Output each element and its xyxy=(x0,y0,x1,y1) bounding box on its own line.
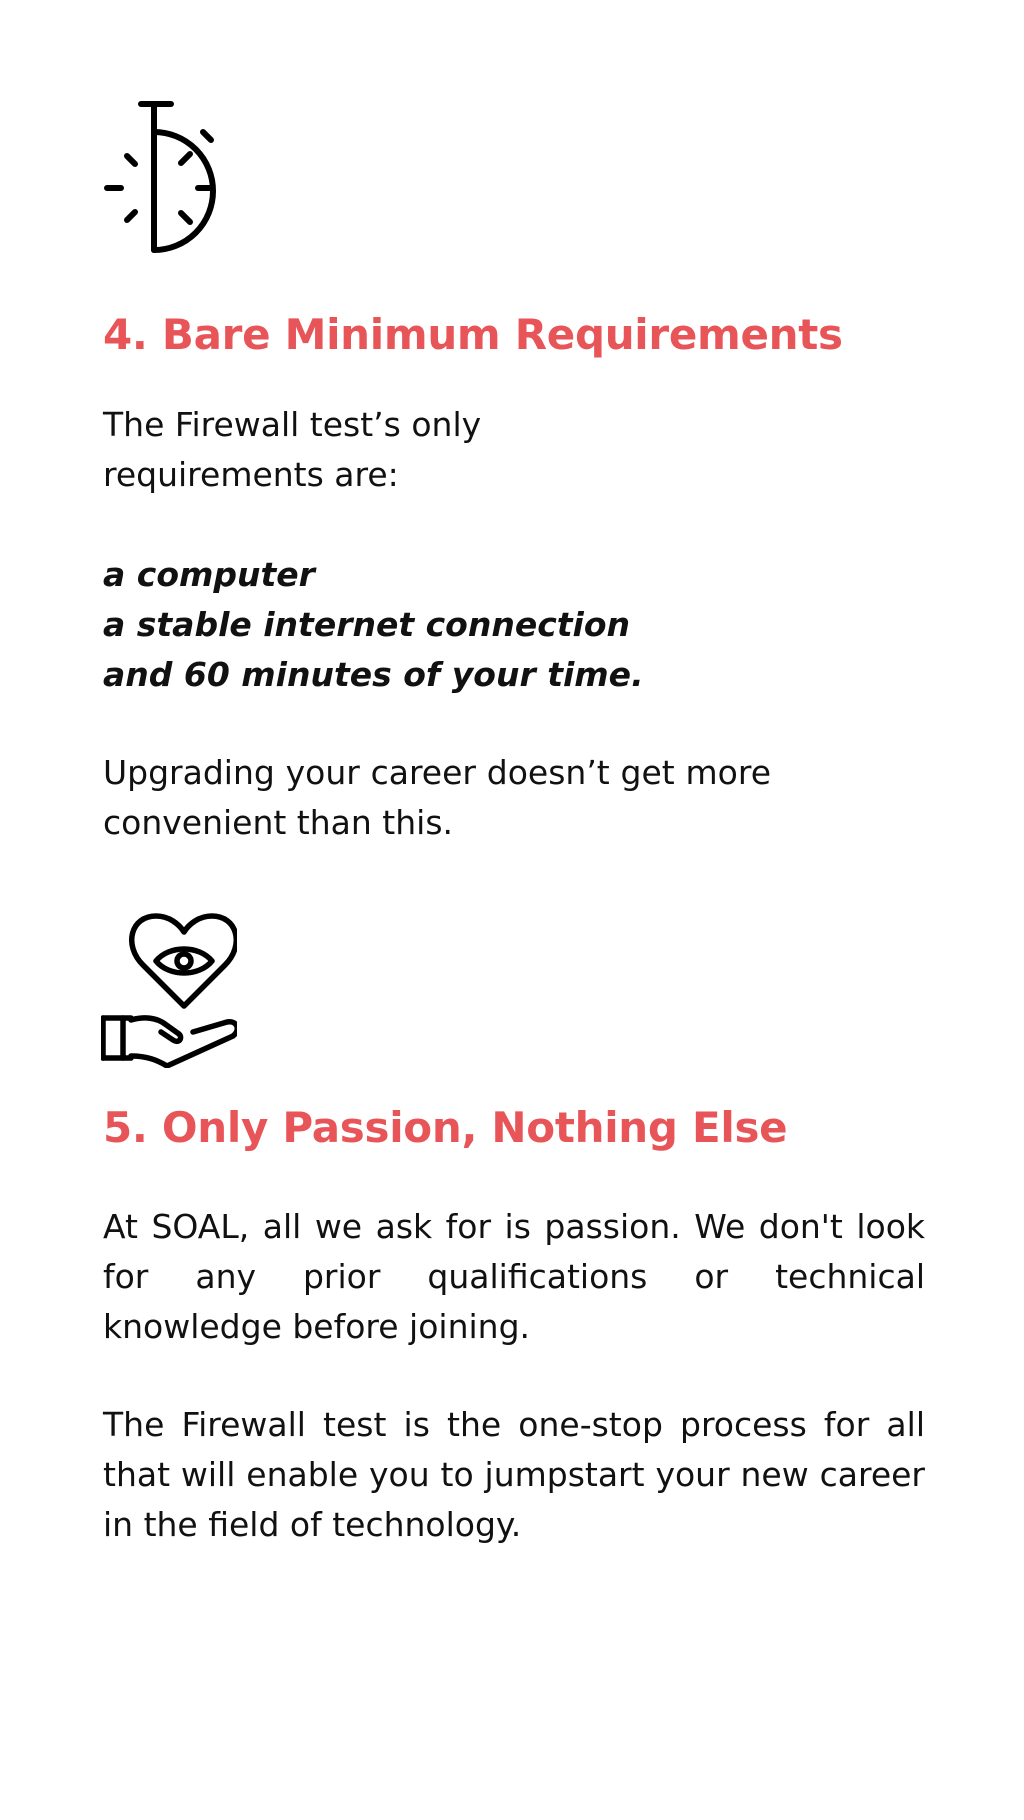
section-heading-passion: 5. Only Passion, Nothing Else xyxy=(103,1103,788,1152)
stopwatch-icon xyxy=(103,100,227,256)
firewall-paragraph: The Firewall test is the one-stop process for all that will enable you to jumpstart your new career in the field of technology. xyxy=(103,1405,925,1544)
requirement-item: and 60 minutes of your time. xyxy=(103,655,644,694)
requirements-list xyxy=(103,550,803,700)
heart-eye-hand-icon xyxy=(101,910,237,1068)
section-heading-requirements: 4. Bare Minimum Requirements xyxy=(103,310,843,359)
passion-paragraph: At SOAL, all we ask for is passion. We don't look for any prior qualifications or technical knowledge before joining. xyxy=(103,1207,925,1346)
requirement-item: a computer xyxy=(103,555,315,594)
requirement-item: a stable internet connection xyxy=(103,605,631,644)
requirements-intro: The Firewall test’s only requirements are: xyxy=(103,405,482,494)
requirements-closing: Upgrading your career doesn’t get more convenient than this. xyxy=(103,753,771,842)
